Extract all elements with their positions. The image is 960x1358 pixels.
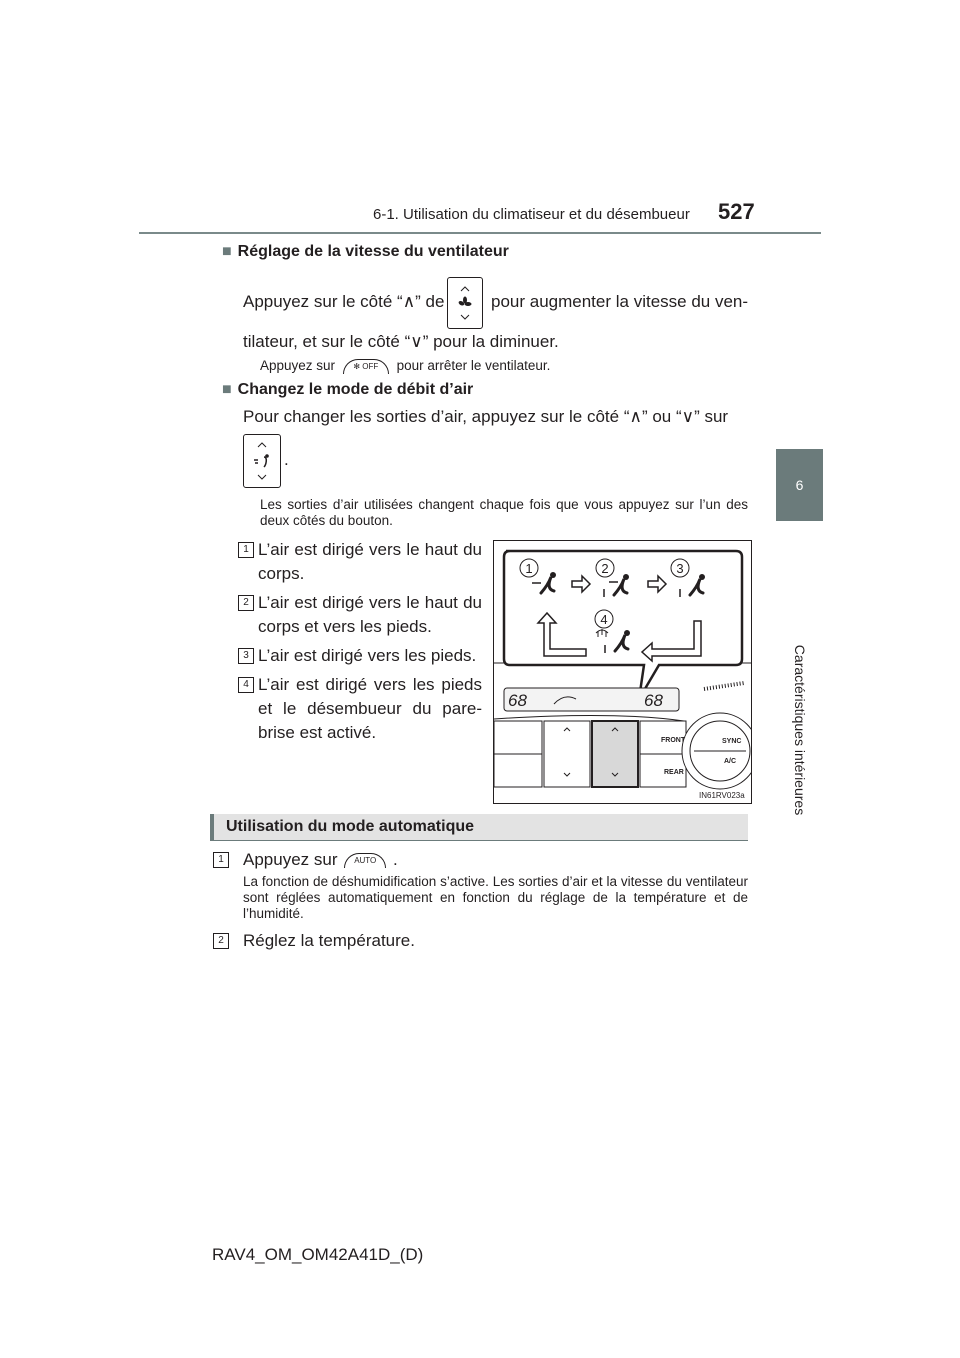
svg-text:IN61RV023a: IN61RV023a — [699, 791, 745, 800]
step-2-text: Réglez la température. — [243, 931, 415, 950]
airflow-period: . — [284, 450, 289, 469]
chapter-title: Caractéristiques intérieures — [792, 644, 808, 816]
page-number: 527 — [718, 199, 755, 224]
document-code: RAV4_OM_OM42A41D_(D) — [212, 1245, 424, 1264]
svg-text:4: 4 — [600, 612, 608, 627]
step-2-number: 2 — [213, 933, 229, 949]
fan-note: Appuyez sur ✻ OFF pour arrêter le ventilateur. — [260, 358, 551, 373]
down-chevron-icon: ∨ — [681, 407, 695, 426]
airflow-text: Pour changer les sorties d’air, appuyez sur le côté “∧” ou “∨” sur — [243, 407, 729, 426]
svg-text:1: 1 — [525, 561, 533, 576]
fan-text-line1: Appuyez sur le côté “∧” de — [243, 292, 445, 311]
step-1-note: La fonction de déshumidification s’active. Les sorties d’air et la vitesse du ventilateur sont réglées automatiquement en fonction du réglage de la température et de l’humidité. — [243, 874, 748, 921]
airflow-note: Les sorties d’air utilisées changent chaque fois que vous appuyez sur l’un des deux côtés du bouton. — [260, 497, 748, 528]
auto-section-title: Utilisation du mode automatique — [210, 814, 748, 840]
fan-speed-button-icon — [447, 277, 483, 329]
header-rule — [139, 232, 821, 234]
section-title: 6-1. Utilisation du climatiseur et du désembueur — [373, 206, 690, 223]
auto-button-icon: AUTO — [344, 853, 386, 868]
svg-text:68: 68 — [508, 691, 527, 710]
svg-text:REAR: REAR — [664, 769, 684, 776]
svg-text:FRONT: FRONT — [661, 737, 686, 744]
climate-panel-illustration — [493, 540, 752, 804]
auto-section-rule — [210, 840, 748, 841]
list-item: 4 L’air est dirigé vers les pieds et le désembueur du pare-brise est activé. — [238, 673, 482, 745]
chapter-tab: 6 — [776, 449, 823, 521]
mode-list — [238, 538, 482, 745]
fan-text-line1-end: pour augmenter la vitesse du ven- — [491, 292, 749, 311]
list-item: 2 L’air est dirigé vers le haut du corps et vers les pieds. — [238, 591, 482, 639]
list-item: 1 L’air est dirigé vers le haut du corps. — [238, 538, 482, 586]
fan-heading: ■ Réglage de la vitesse du ventilateur — [222, 243, 509, 260]
up-chevron-icon: ∧ — [629, 407, 642, 426]
fan-off-button-icon: ✻ OFF — [343, 359, 389, 374]
up-chevron-icon: ∧ — [402, 292, 416, 311]
airflow-heading: ■ Changez le mode de débit d’air — [222, 381, 474, 398]
fan-text-line2: tilateur, et sur le côté “∨” pour la diminuer. — [243, 332, 559, 351]
list-item: 3 L’air est dirigé vers les pieds. — [238, 644, 482, 668]
svg-text:3: 3 — [676, 561, 684, 576]
svg-text:68: 68 — [644, 691, 663, 710]
svg-text:2: 2 — [601, 561, 609, 576]
down-chevron-icon: ∨ — [410, 332, 423, 351]
airflow-mode-button-icon — [243, 434, 281, 488]
svg-text:A/C: A/C — [724, 758, 737, 765]
step-1-text: Appuyez sur AUTO . — [243, 850, 398, 869]
svg-text:SYNC: SYNC — [722, 738, 742, 745]
step-1-number: 1 — [213, 852, 229, 868]
